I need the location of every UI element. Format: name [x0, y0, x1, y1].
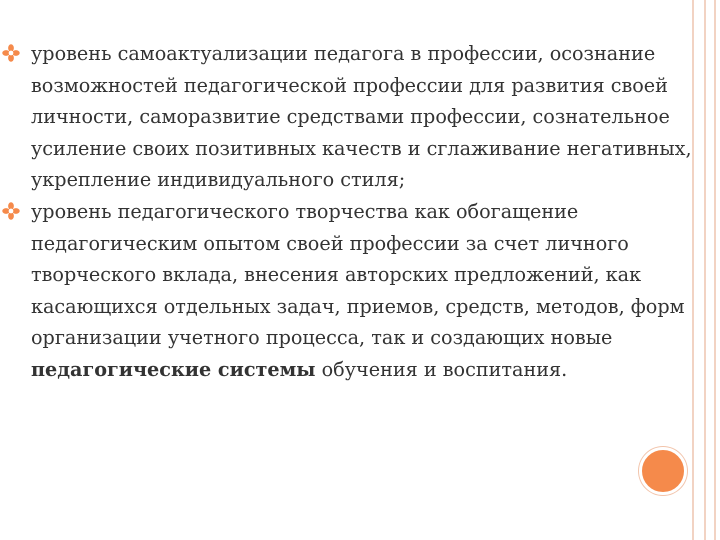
bullet-text-2-before: уровень педагогического творчества как обогащение педагогическим опытом своей профессии за счет личного творческого вклада, внесения авторских предложений, как касающихся отдельных задач, приемов, средств, методов, форм организации учетного процесса, так и создающих новые — [31, 199, 685, 350]
bullet-list — [0, 38, 700, 386]
bullet-text-2-after: обучения и воспитания. — [315, 357, 568, 381]
border-line-2 — [704, 0, 706, 540]
bold-term-pedagogical-systems: педагогические системы — [31, 357, 316, 381]
bullet-text-1: уровень самоактуализации педагога в профессии, осознание возможностей педагогической профессии для развития своей личности, саморазвитие средствами профессии, сознательное усиление своих позитивных качеств и сглаживание негативных, укрепление индивидуального стиля; — [31, 42, 692, 192]
bullet-item-2 — [0, 196, 700, 386]
orange-circle-decoration — [639, 447, 687, 495]
bullet-item-1 — [0, 38, 700, 196]
flower-bullet-icon — [2, 202, 20, 220]
flower-bullet-icon — [2, 44, 20, 62]
border-line-3 — [714, 0, 716, 540]
